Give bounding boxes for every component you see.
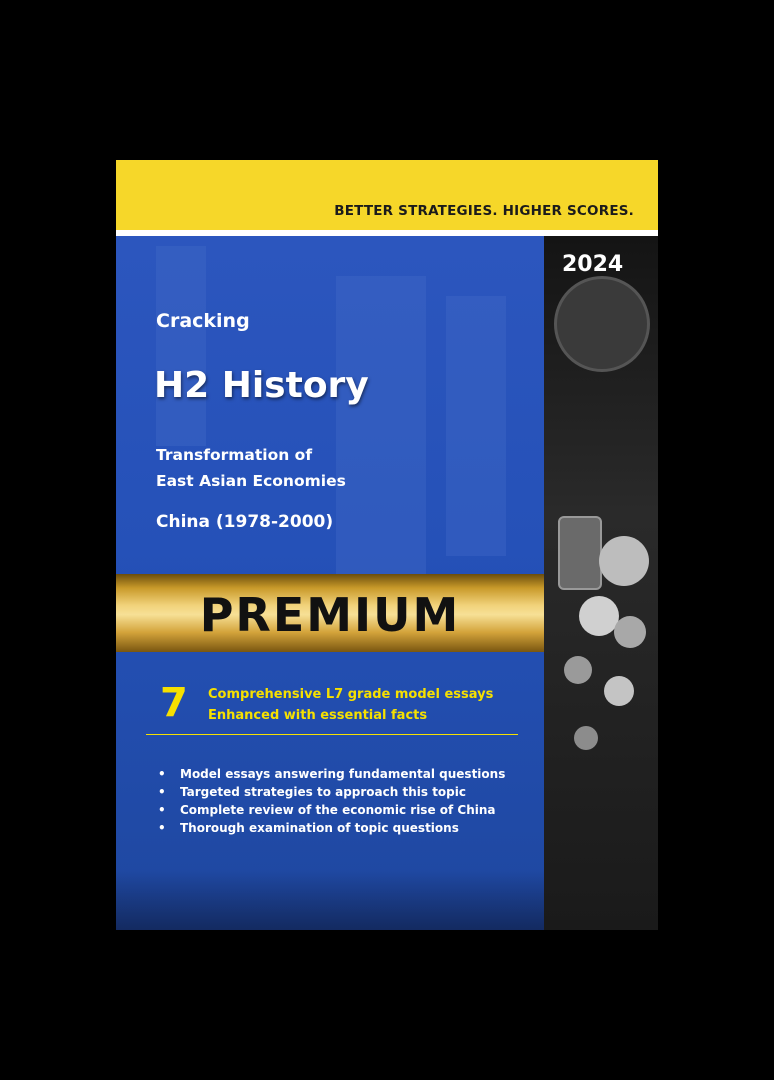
premium-label: PREMIUM bbox=[199, 588, 461, 642]
bullet-icon: • bbox=[158, 767, 166, 781]
subtitle-line: East Asian Economies bbox=[156, 472, 346, 490]
background-street bbox=[116, 870, 544, 930]
background-building bbox=[156, 246, 206, 446]
shop-sign bbox=[554, 276, 650, 372]
street-photo-panel bbox=[544, 236, 658, 930]
lantern bbox=[599, 536, 649, 586]
book-subtitle bbox=[156, 442, 346, 494]
subtitle-line: Transformation of bbox=[156, 446, 313, 464]
essay-count: 7 bbox=[160, 680, 188, 726]
background-building bbox=[446, 296, 506, 556]
bullet-text: Model essays answering fundamental questions bbox=[180, 767, 506, 781]
feature-divider bbox=[146, 734, 518, 735]
book-title: H2 History bbox=[154, 365, 369, 406]
premium-badge bbox=[116, 574, 544, 652]
bullet-text: Targeted strategies to approach this topic bbox=[180, 785, 466, 799]
top-banner bbox=[116, 160, 658, 230]
lantern bbox=[604, 676, 634, 706]
tagline: BETTER STRATEGIES. HIGHER SCORES. bbox=[334, 203, 634, 219]
time-period: China (1978-2000) bbox=[156, 512, 334, 532]
list-item bbox=[158, 783, 505, 801]
lantern bbox=[574, 726, 598, 750]
lantern bbox=[564, 656, 592, 684]
feature-line: Enhanced with essential facts bbox=[208, 708, 428, 723]
book-cover bbox=[116, 160, 658, 930]
list-item bbox=[158, 801, 505, 819]
list-item bbox=[158, 765, 505, 783]
bullet-icon: • bbox=[158, 803, 166, 817]
bullet-text: Thorough examination of topic questions bbox=[180, 821, 459, 835]
bullet-icon: • bbox=[158, 821, 166, 835]
title-kicker: Cracking bbox=[156, 310, 250, 332]
feature-highlights bbox=[208, 684, 493, 726]
shop-sign bbox=[558, 516, 602, 590]
bullet-text: Complete review of the economic rise of China bbox=[180, 803, 496, 817]
background-building bbox=[336, 276, 426, 596]
bullet-icon: • bbox=[158, 785, 166, 799]
bullet-list bbox=[158, 765, 505, 837]
feature-line: Comprehensive L7 grade model essays bbox=[208, 687, 494, 702]
list-item bbox=[158, 819, 505, 837]
lantern bbox=[614, 616, 646, 648]
edition-year: 2024 bbox=[562, 252, 624, 277]
lantern bbox=[579, 596, 619, 636]
